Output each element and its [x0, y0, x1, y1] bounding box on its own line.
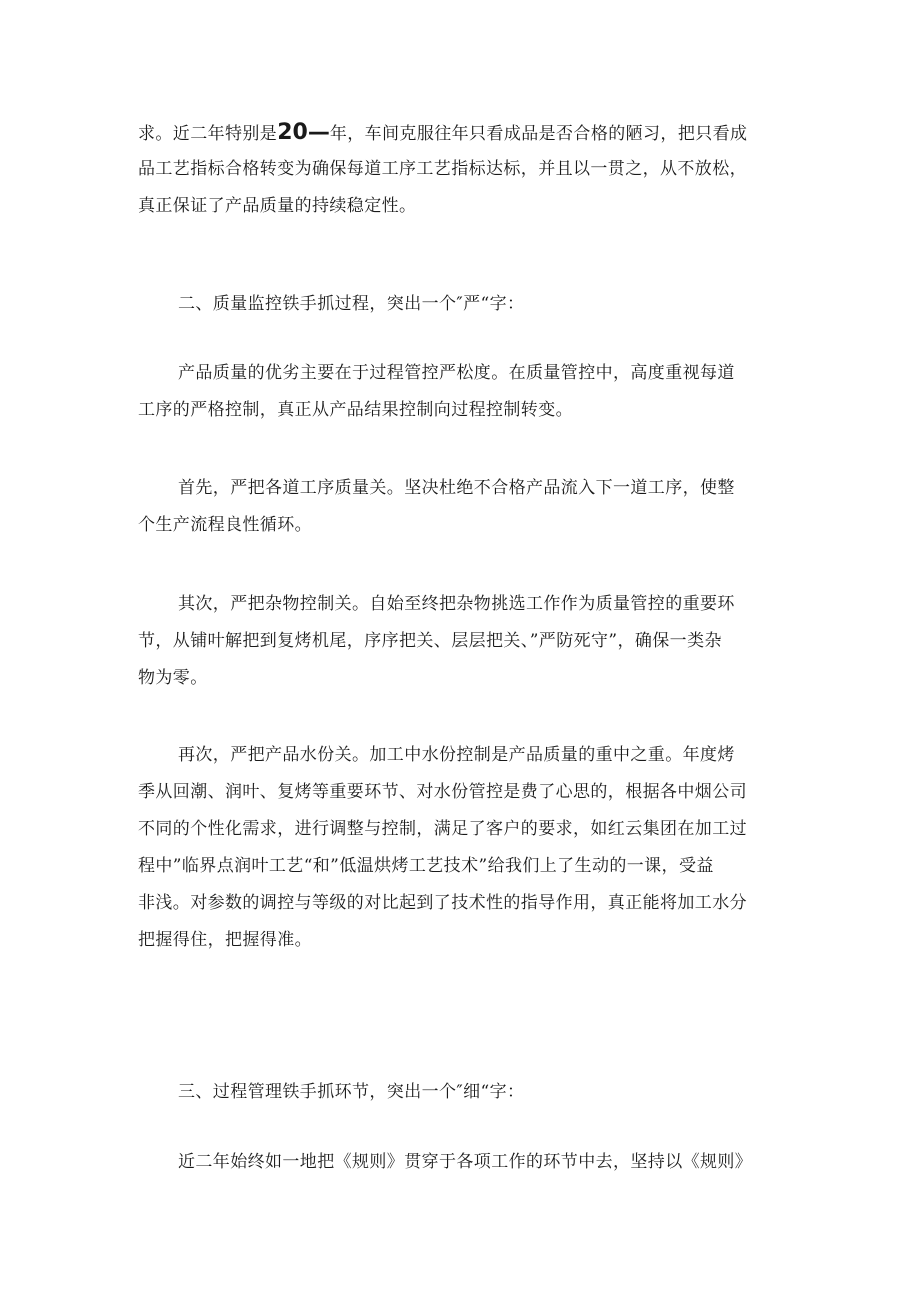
text-line: 非浅。对参数的调控与等级的对比起到了技术性的指导作用，真正能将加工水分: [138, 893, 747, 913]
text-line: 首先，严把各道工序质量关。坚决杜绝不合格产品流入下一道工序，使整: [178, 478, 735, 498]
text-line: 再次，严把产品水份关。加工中水份控制是产品质量的重中之重。年度烤: [178, 745, 735, 765]
text-line: 个生产流程良性循环。: [138, 515, 312, 535]
year-number: 20—: [277, 120, 330, 145]
paragraph-process-control: [138, 355, 798, 429]
text-line: 真正保证了产品质量的持续稳定性。: [138, 196, 417, 216]
paragraph-first: [138, 470, 798, 544]
text-line: 季从回潮、润叶、复烤等重要环节、对水份管控是费了心思的，根据各中烟公司: [138, 782, 747, 802]
text-line: 求。近二年特别是20—年，车间克服往年只看成品是否合格的陋习，把只看成: [138, 120, 748, 145]
paragraph-quality-stability: [138, 114, 798, 225]
paragraph-rules: [138, 1144, 798, 1181]
text-line: 近二年始终如一地把《规则》贯穿于各项工作的环节中去，坚持以《规则》: [178, 1152, 753, 1172]
text-line: 其次，严把杂物控制关。自始至终把杂物挑选工作作为质量管控的重要环: [178, 594, 735, 614]
text-line: 物为零。: [138, 668, 208, 688]
paragraph-third: [138, 737, 798, 959]
paragraph-second: [138, 586, 798, 697]
section-heading-two: [138, 286, 798, 323]
heading-text: 三、过程管理铁手抓环节，突出一个″细“字：: [178, 1082, 525, 1102]
text-line: 程中”临界点润叶工艺“和”低温烘烤工艺技术”给我们上了生动的一课，受益: [138, 856, 714, 876]
section-heading-three: [138, 1074, 798, 1111]
text-line: 品工艺指标合格转变为确保每道工序工艺指标达标，并且以一贯之，从不放松，: [138, 159, 747, 179]
text-line: 把握得住，把握得准。: [138, 930, 312, 950]
text-line: 工序的严格控制，真正从产品结果控制向过程控制转变。: [138, 400, 573, 420]
heading-text: 二、质量监控铁手抓过程，突出一个″严“字：: [178, 294, 525, 314]
text-line: 产品质量的优劣主要在于过程管控严松度。在质量管控中，高度重视每道: [178, 363, 735, 383]
text-line: 不同的个性化需求，进行调整与控制，满足了客户的要求，如红云集团在加工过: [138, 819, 747, 839]
text-line: 节，从铺叶解把到复烤机尾，序序把关、层层把关、”严防死守”，确保一类杂: [138, 631, 722, 651]
